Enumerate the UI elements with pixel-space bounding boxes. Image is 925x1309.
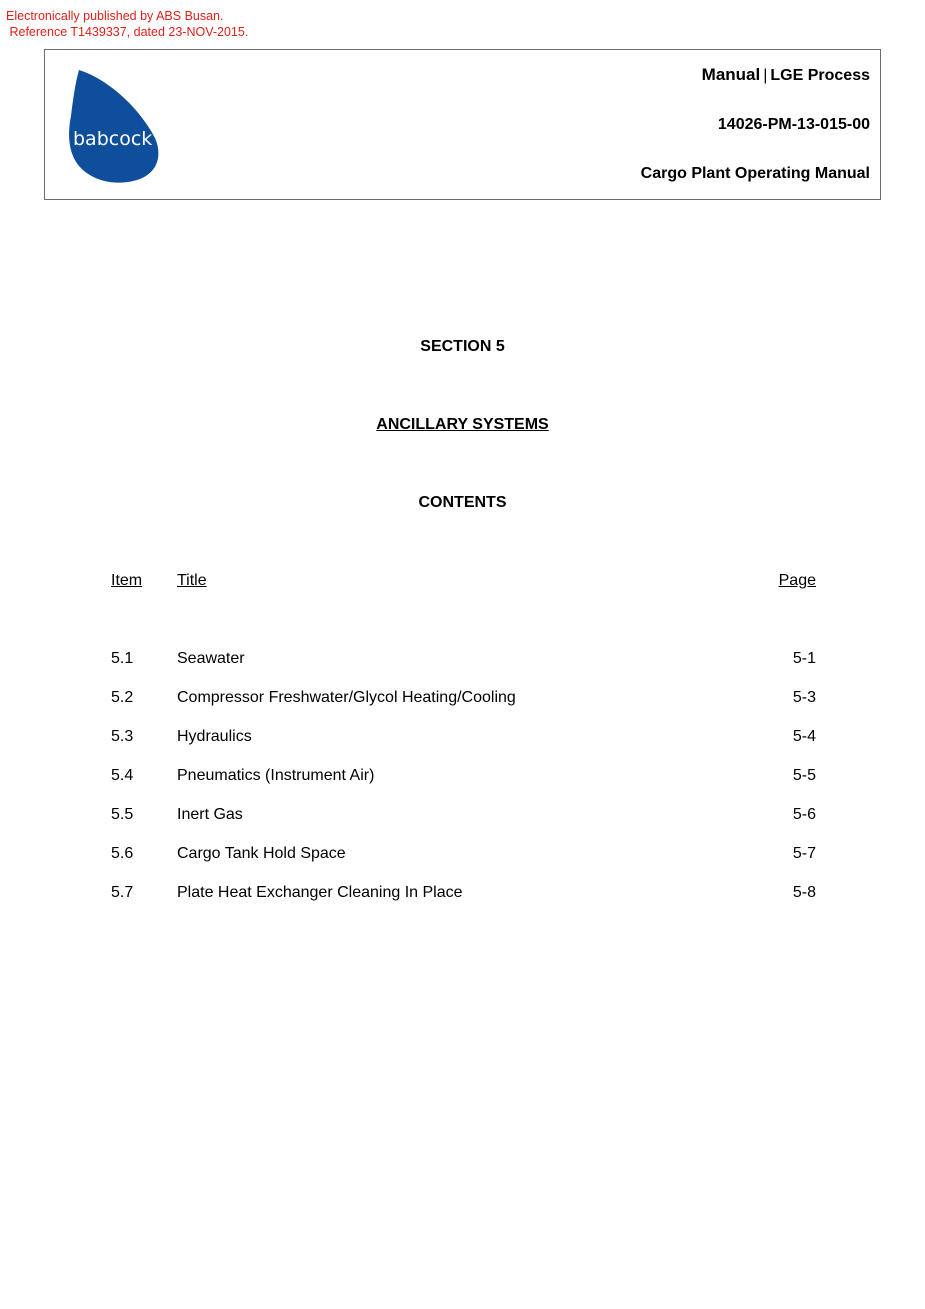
toc-item-title: Pneumatics (Instrument Air) [177, 767, 375, 784]
toc-item-page: 5-5 [792, 767, 816, 784]
process-label: LGE Process [770, 67, 870, 84]
column-header-title: Title [177, 572, 207, 589]
stamp-line-1: Electronically published by ABS Busan. [6, 9, 224, 23]
toc-row[interactable] [0, 806, 925, 828]
toc-item-number: 5.3 [111, 728, 134, 745]
toc-item-page: 5-4 [792, 728, 816, 745]
stamp-line-2: Reference T1439337, dated 23-NOV-2015. [6, 25, 249, 39]
toc-item-number: 5.6 [111, 845, 134, 862]
contents-heading: CONTENTS [418, 494, 507, 511]
toc-item-title: Seawater [177, 650, 245, 667]
toc-item-number: 5.5 [111, 806, 134, 823]
toc-item-title: Cargo Tank Hold Space [177, 845, 346, 862]
publication-stamp [6, 8, 248, 40]
toc-item-page: 5-8 [792, 884, 816, 901]
toc-row[interactable] [0, 650, 925, 672]
document-title: Cargo Plant Operating Manual [640, 165, 870, 182]
toc-row[interactable] [0, 884, 925, 906]
toc-item-title: Plate Heat Exchanger Cleaning In Place [177, 884, 463, 901]
header-separator: | [763, 67, 768, 84]
toc-item-page: 5-7 [792, 845, 816, 862]
document-header [44, 49, 881, 200]
toc-item-title: Hydraulics [177, 728, 252, 745]
toc-item-number: 5.4 [111, 767, 134, 784]
toc-item-page: 5-3 [792, 689, 816, 706]
section-name: ANCILLARY SYSTEMS [376, 416, 549, 433]
section-number: SECTION 5 [420, 338, 505, 355]
toc-item-title: Compressor Freshwater/Glycol Heating/Cooling [177, 689, 516, 706]
header-manual-line [702, 65, 870, 85]
toc-item-number: 5.7 [111, 884, 134, 901]
toc-item-number: 5.2 [111, 689, 134, 706]
manual-label: Manual [701, 65, 761, 84]
column-header-page: Page [778, 572, 816, 589]
column-header-item: Item [111, 572, 143, 589]
toc-item-number: 5.1 [111, 650, 134, 667]
toc-row[interactable] [0, 689, 925, 711]
toc-row[interactable] [0, 728, 925, 750]
toc-item-page: 5-1 [792, 650, 816, 667]
logo-wordmark: babcock [73, 128, 153, 150]
toc-item-title: Inert Gas [177, 806, 243, 823]
babcock-logo [65, 66, 165, 184]
toc-item-page: 5-6 [792, 806, 816, 823]
logo-drop-shape [69, 70, 158, 183]
toc-row[interactable] [0, 845, 925, 867]
document-number: 14026-PM-13-015-00 [717, 116, 870, 133]
toc-row[interactable] [0, 767, 925, 789]
